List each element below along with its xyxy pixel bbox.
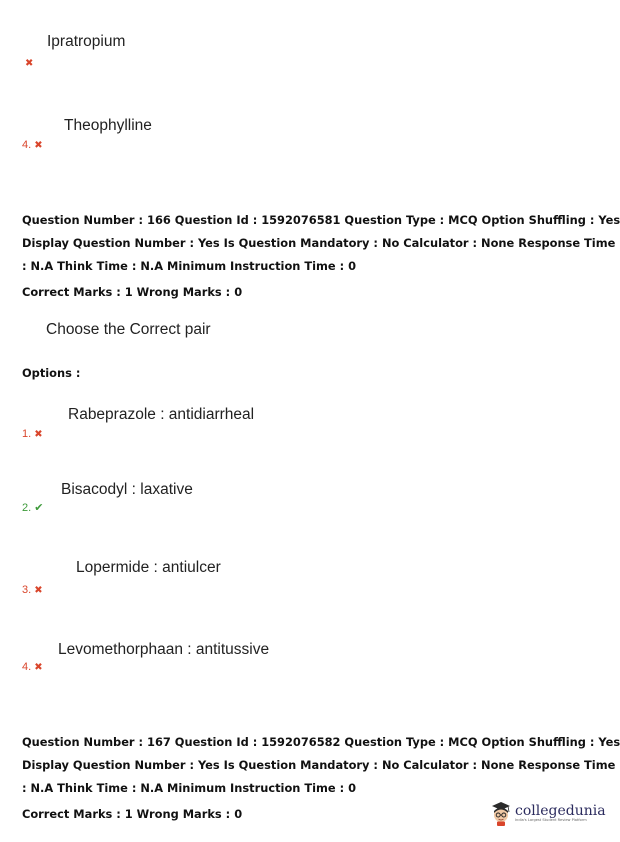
option-text: Ipratropium (47, 33, 126, 50)
option-text: Bisacodyl : laxative (61, 481, 193, 498)
logo-wordmark: collegedunia (515, 802, 606, 819)
option-marker (22, 422, 43, 441)
option-number: 4. (22, 661, 32, 673)
option-marker (22, 655, 43, 674)
check-icon: ✔ (34, 501, 44, 514)
mascot-icon (490, 800, 512, 826)
cross-icon: ✖ (34, 662, 43, 673)
option-text: Rabeprazole : antidiarrheal (68, 406, 255, 423)
cross-icon: ✖ (34, 585, 43, 596)
meta-line: : N.A Think Time : N.A Minimum Instruction Time : 0 (22, 259, 357, 273)
cross-icon: ✖ (34, 429, 43, 440)
meta-line: : N.A Think Time : N.A Minimum Instruction Time : 0 (22, 781, 357, 795)
meta-line: Question Number : 166 Question Id : 1592076581 Question Type : MCQ Option Shuffling : Yes (22, 213, 620, 227)
collegedunia-logo (490, 800, 606, 826)
option-text: Theophylline (64, 117, 152, 134)
option-marker (22, 496, 43, 515)
meta-line: Correct Marks : 1 Wrong Marks : 0 (22, 285, 243, 299)
cross-icon: ✖ (25, 58, 34, 69)
meta-line: Correct Marks : 1 Wrong Marks : 0 (22, 807, 243, 821)
option-text: Lopermide : antiulcer (76, 559, 221, 576)
meta-line: Display Question Number : Yes Is Question Mandatory : No Calculator : None Response Time (22, 236, 616, 250)
logo-tagline: India's Largest Student Review Platform (515, 817, 587, 822)
question-meta (22, 209, 620, 304)
option-number: 1. (22, 428, 32, 440)
meta-line: Display Question Number : Yes Is Question Mandatory : No Calculator : None Response Time (22, 758, 616, 772)
option-number: 2. (22, 502, 32, 514)
option-marker (22, 578, 43, 597)
option-marker (22, 51, 33, 70)
option-marker (22, 133, 43, 152)
question-text: Choose the Correct pair (46, 321, 211, 338)
meta-line: Question Number : 167 Question Id : 1592076582 Question Type : MCQ Option Shuffling : Yes (22, 735, 620, 749)
option-number: 3. (22, 584, 32, 596)
option-number: 4. (22, 139, 32, 151)
options-label: Options : (22, 366, 81, 380)
cross-icon: ✖ (34, 140, 43, 151)
option-text: Levomethorphaan : antitussive (58, 641, 270, 658)
